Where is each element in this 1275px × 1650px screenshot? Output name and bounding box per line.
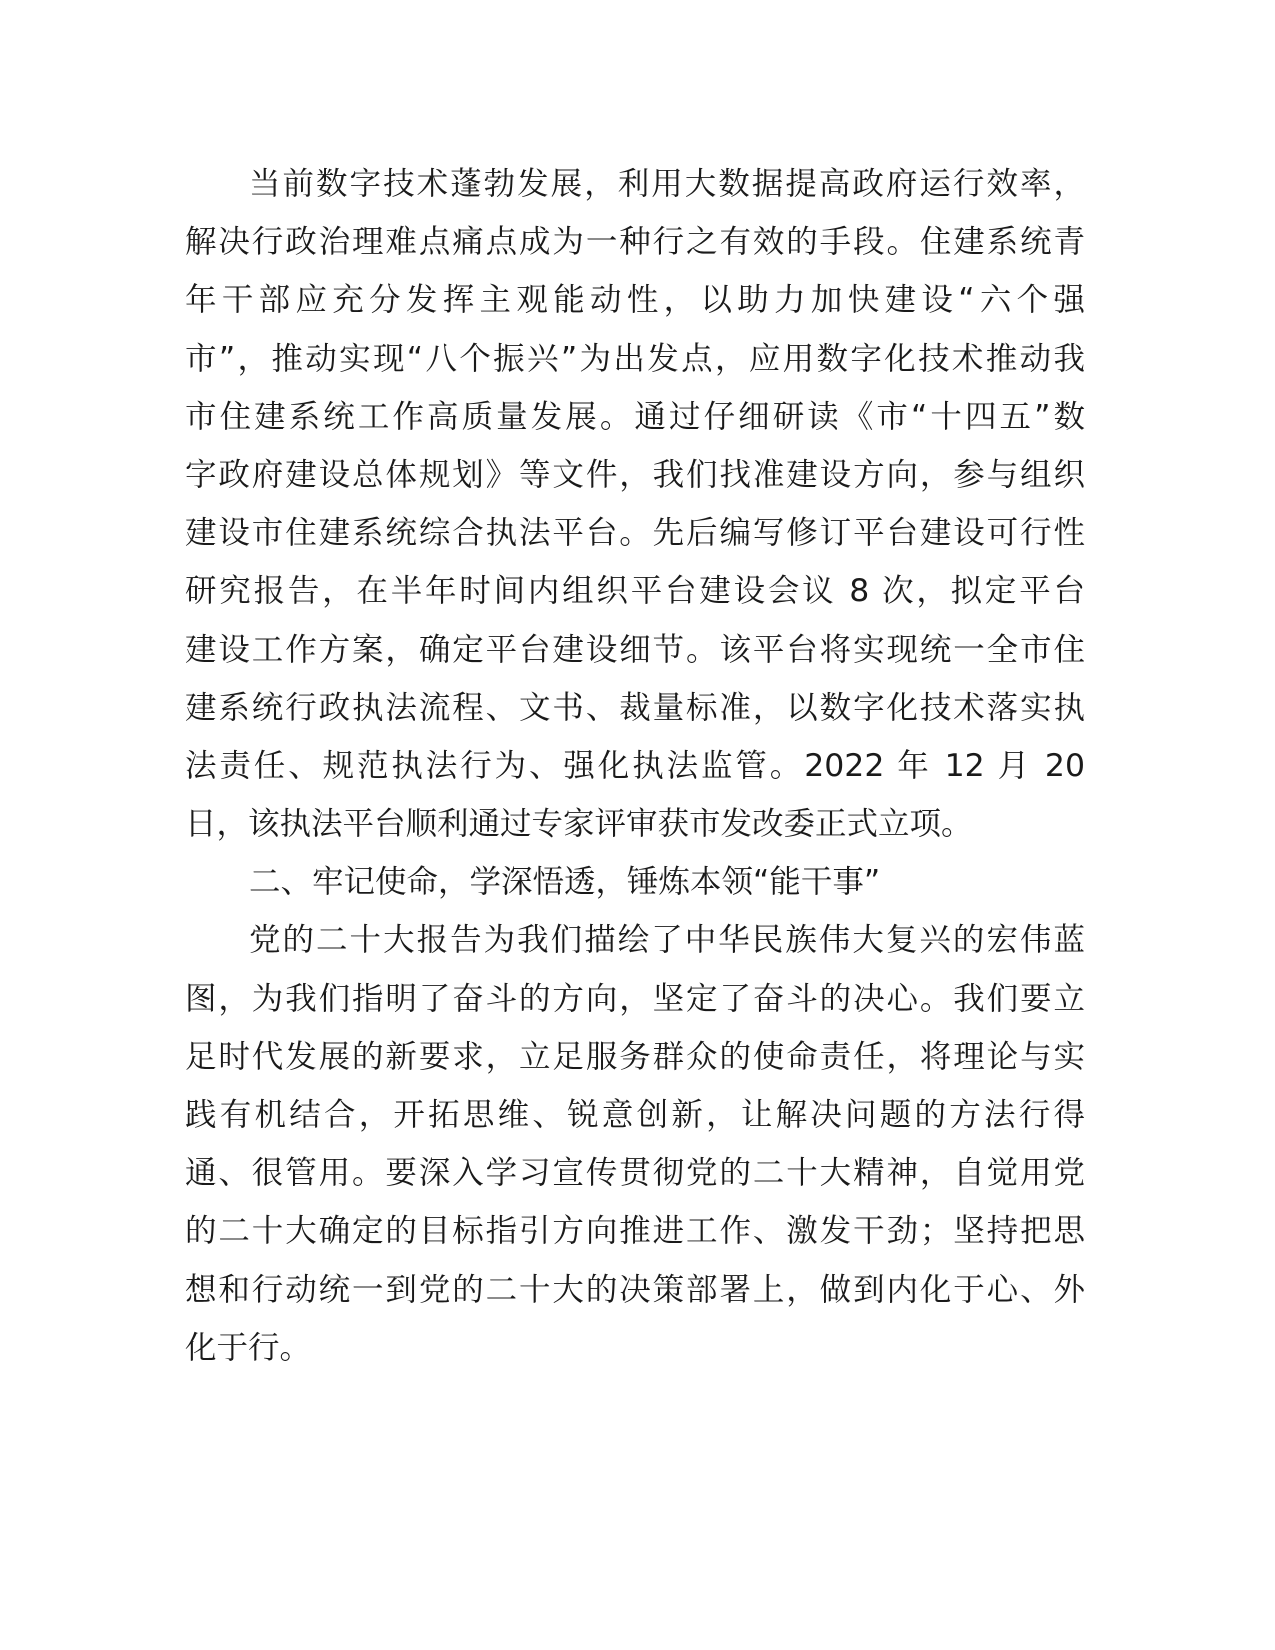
section-heading: 二、牢记使命，学深悟透，锤炼本领“能干事” [249, 864, 881, 901]
paragraph-1-line-7: 建设市住建系统综合执法平台。先后编写修订平台建设可行性 [185, 515, 1085, 552]
body-text [185, 155, 1085, 1377]
paragraph-2-line-4: 践有机结合，开拓思维、锐意创新，让解决问题的方法行得 [185, 1097, 1085, 1133]
paragraph-1-line-9: 建设工作方案，确定平台建设细节。该平台将实现统一全市住 [185, 631, 1085, 668]
paragraph-2-line-3: 足时代发展的新要求，立足服务群众的使命责任，将理论与实 [185, 1038, 1085, 1075]
paragraph-1-line-12: 日，该执法平台顺利通过专家评审获市发改委正式立项。 [185, 806, 973, 843]
paragraph-2-line-5: 通、很管用。要深入学习宣传贯彻党的二十大精神，自觉用党 [185, 1155, 1085, 1192]
paragraph-1-line-1: 当前数字技术蓬勃发展，利用大数据提高政府运行效率， [249, 166, 1085, 202]
paragraph-2-line-2: 图，为我们指明了奋斗的方向，坚定了奋斗的决心。我们要立 [185, 980, 1085, 1017]
paragraph-1-line-3: 年干部应充分发挥主观能动性，以助力加快建设“六个强 [185, 282, 1085, 319]
paragraph-1-line-6: 字政府建设总体规划》等文件，我们找准建设方向，参与组织 [185, 456, 1085, 493]
paragraph-2-line-6: 的二十大确定的目标指引方向推进工作、激发干劲；坚持把思 [185, 1213, 1085, 1250]
paragraph-2-line-7: 想和行动统一到党的二十大的决策部署上，做到内化于心、外 [185, 1271, 1085, 1308]
paragraph-1-line-10: 建系统行政执法流程、文书、裁量标准，以数字化技术落实执 [185, 689, 1085, 726]
paragraph-2-line-8: 化于行。 [185, 1329, 312, 1366]
paragraph-2-line-1: 党的二十大报告为我们描绘了中华民族伟大复兴的宏伟蓝 [249, 922, 1085, 959]
paragraph-1-line-5: 市住建系统工作高质量发展。通过仔细研读《市“十四五”数 [185, 398, 1085, 435]
paragraph-1-line-4: 市”，推动实现“八个振兴”为出发点，应用数字化技术推动我 [185, 340, 1085, 377]
paragraph-1-line-8: 研究报告，在半年时间内组织平台建设会议 8 次，拟定平台 [185, 573, 1085, 610]
paragraph-1-line-11: 法责任、规范执法行为、强化执法监管。2022 年 12 月 20 [185, 747, 1085, 784]
paragraph-1-line-2: 解决行政治理难点痛点成为一种行之有效的手段。住建系统青 [185, 224, 1085, 261]
